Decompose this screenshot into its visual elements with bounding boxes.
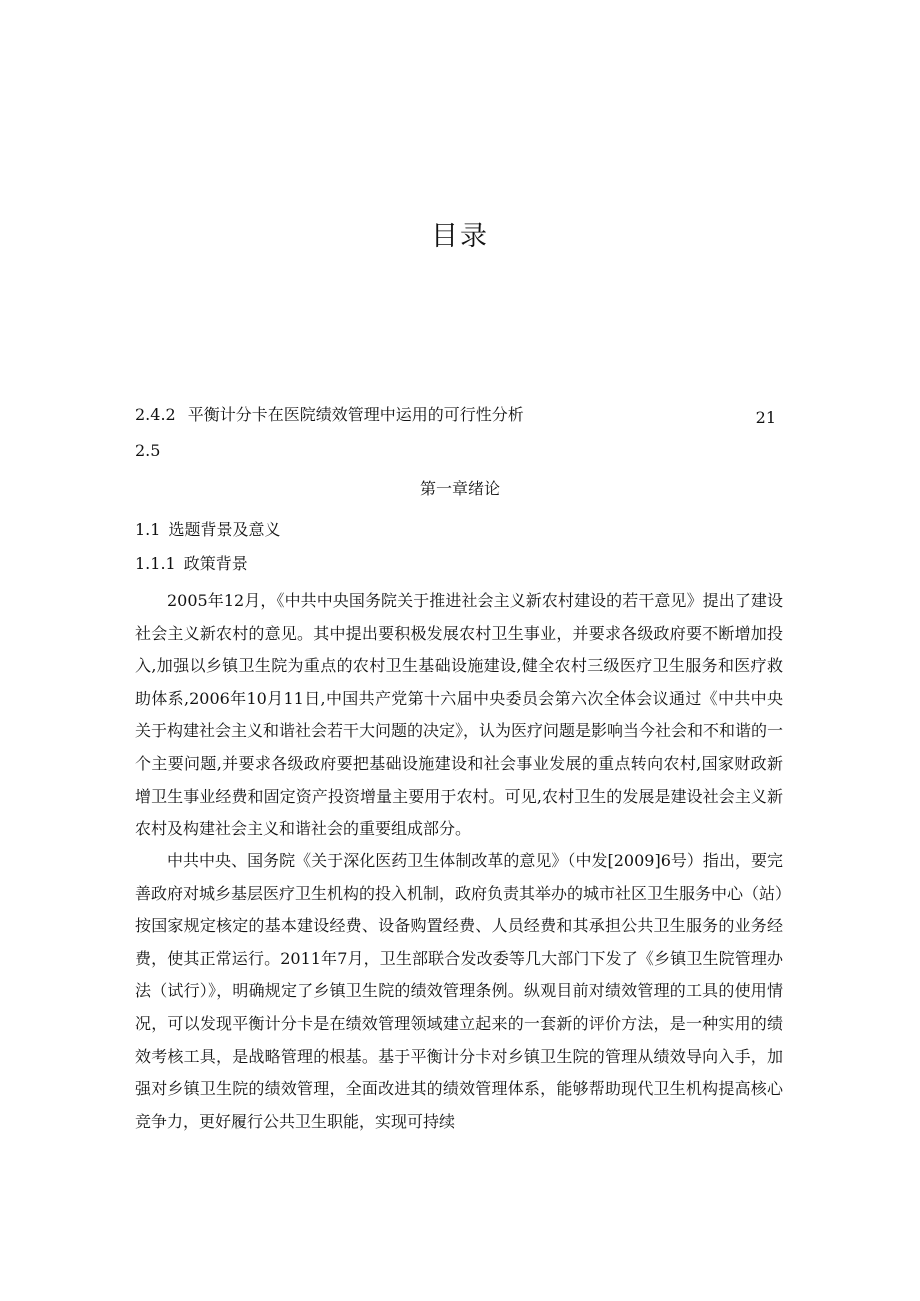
toc-entry[interactable] xyxy=(135,441,172,461)
subsection-heading xyxy=(135,554,248,574)
toc-entry[interactable] xyxy=(135,405,524,425)
body-paragraph: 2005年12月，《中共中央国务院关于推进社会主义新农村建设的若干意见》提出了建设社会主义新农村的意见。其中提出要积极发展农村卫生事业，并要求各级政府要不断增加投入,加强以乡镇卫生院为重点的农村卫生基础设施建设,健全农村三级医疗卫生服务和医疗救助体系,2006年10月11日,中国共产党第十六届中央委员会第六次全体会议通过《中共中央关于构建社会主义和谐社会若干大问题的决定》，认为医疗问题是影响当今社会和不和谐的一个主要问题,并要求各级政府要把基础设施建设和社会事业发展的重点转向农村,国家财政新增卫生事业经费和固定资产投资增量主要用于农村。可见,农村卫生的发展是建设社会主义新农村及构建社会主义和谐社会的重要组成部分。 xyxy=(135,591,784,839)
section-heading xyxy=(135,520,280,540)
subsection-heading-text: 政策背景 xyxy=(183,554,248,573)
section-heading-number: 1.1 xyxy=(135,520,161,539)
chapter-title: 第一章绪论 xyxy=(419,479,500,498)
body-paragraph: 中共中央、国务院《关于深化医药卫生体制改革的意见》（中发[2009]6号）指出，要完善政府对城乡基层医疗卫生机构的投入机制，政府负责其举办的城市社区卫生服务中心（站）按国家规定核定的基本建设经费、设备购置经费、人员经费和其承担公共卫生服务的业务经费，使其正常运行。2011年7月，卫生部联合发改委等几大部门下发了《乡镇卫生院管理办法（试行）》，明确规定了乡镇卫生院的绩效管理条例。纵观目前对绩效管理的工具的使用情况，可以发现平衡计分卡是在绩效管理领域建立起来的一套新的评价方法，是一种实用的绩效考核工具，是战略管理的根基。基于平衡计分卡对乡镇卫生院的管理从绩效导向入手，加强对乡镇卫生院的绩效管理，全面改进其的绩效管理体系，能够帮助现代卫生机构提高核心竞争力，更好履行公共卫生职能，实现可持续 xyxy=(135,851,784,1131)
toc-entry-number: 2.5 xyxy=(135,441,161,460)
subsection-heading-number: 1.1.1 xyxy=(135,554,176,573)
toc-entry-text: 平衡计分卡在医院绩效管理中运用的可行性分析 xyxy=(187,405,524,424)
section-heading-text: 选题背景及意义 xyxy=(168,520,281,539)
page-title: 目录 xyxy=(431,221,489,252)
toc-entry-page: 21 xyxy=(755,408,776,427)
toc-entry-number: 2.4.2 xyxy=(135,405,176,424)
